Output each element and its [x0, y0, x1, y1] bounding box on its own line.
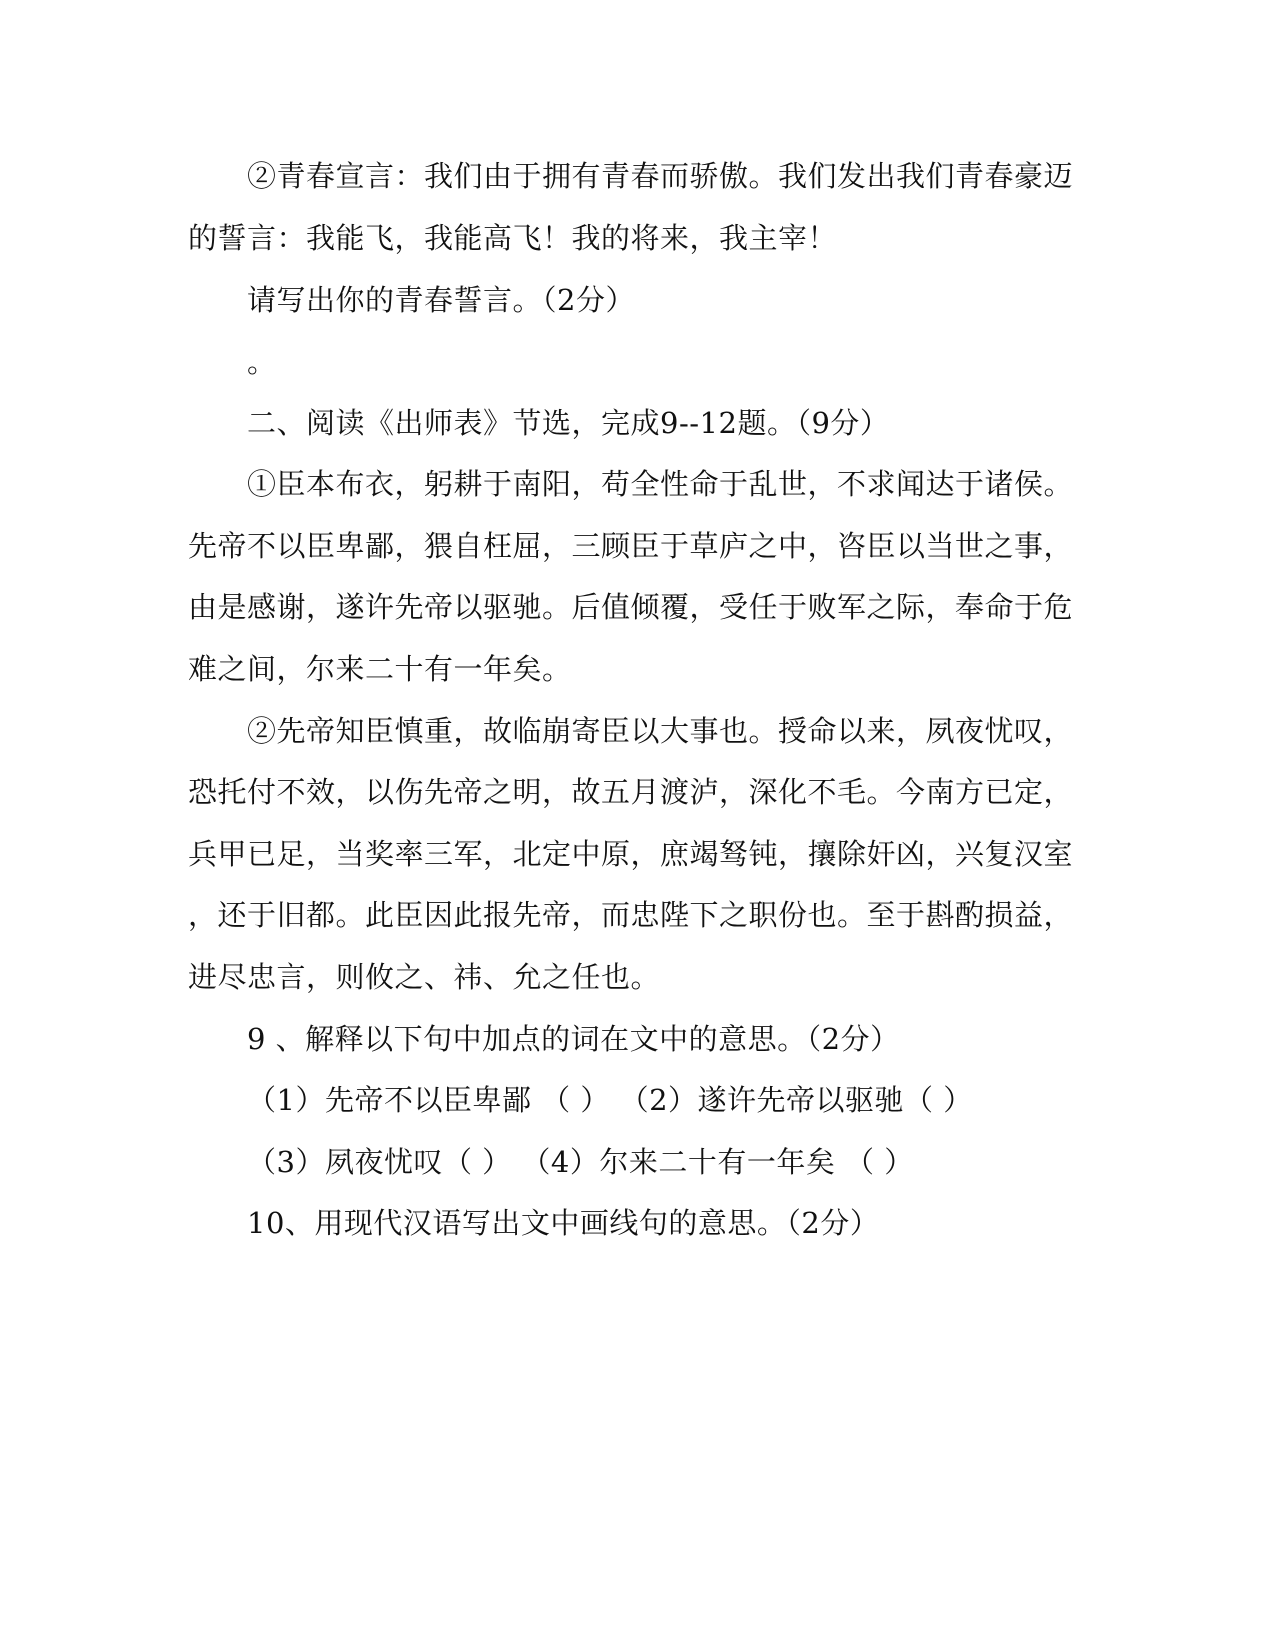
- passage-paragraph-1-line: 先帝不以臣卑鄙，猥自枉屈，三顾臣于草庐之中，咨臣以当世之事，: [188, 529, 1074, 563]
- question-9-row-1: （1）先帝不以臣卑鄙 （ ） （2）遂许先帝以驱驰（ ）: [247, 1083, 973, 1117]
- passage-paragraph-2-line: 兵甲已足，当奖率三军，北定中原，庶竭驽钝，攘除奸凶，兴复汉室: [188, 837, 1074, 871]
- passage-paragraph-1-line: ①臣本布衣，躬耕于南阳，苟全性命于乱世，不求闻达于诸侯。: [247, 467, 1074, 501]
- passage-paragraph-1-line: 由是感谢，遂许先帝以驱驰。后值倾覆，受任于败军之际，奉命于危: [188, 590, 1074, 624]
- question-10-prompt: 10、用现代汉语写出文中画线句的意思。（2分）: [247, 1206, 880, 1240]
- youth-declaration-line-1: ②青春宣言：我们由于拥有青春而骄傲。我们发出我们青春豪迈: [247, 159, 1074, 193]
- passage-paragraph-2-line: 恐托付不效，以伤先帝之明，故五月渡泸，深化不毛。今南方已定，: [188, 775, 1074, 809]
- section-heading: 二、阅读《出师表》节选，完成9--12题。（9分）: [247, 406, 890, 440]
- passage-paragraph-1-line: 难之间，尔来二十有一年矣。: [188, 652, 572, 686]
- youth-declaration-line-2: 的誓言：我能飞，我能高飞！我的将来，我主宰！: [188, 221, 838, 255]
- passage-paragraph-2-line: 进尽忠言，则攸之、祎、允之任也。: [188, 960, 661, 994]
- answer-line: 。: [247, 345, 277, 379]
- question-9-prompt: 9 、解释以下句中加点的词在文中的意思。（2分）: [247, 1022, 900, 1056]
- question-9-row-2: （3）夙夜忧叹（ ） （4）尔来二十有一年矣 （ ）: [247, 1145, 914, 1179]
- youth-oath-prompt: 请写出你的青春誓言。（2分）: [247, 283, 635, 317]
- passage-paragraph-2-line: ，还于旧都。此臣因此报先帝，而忠陛下之职份也。至于斟酌损益，: [188, 898, 1074, 932]
- passage-paragraph-2-line: ②先帝知臣慎重，故临崩寄臣以大事也。授命以来，夙夜忧叹，: [247, 714, 1074, 748]
